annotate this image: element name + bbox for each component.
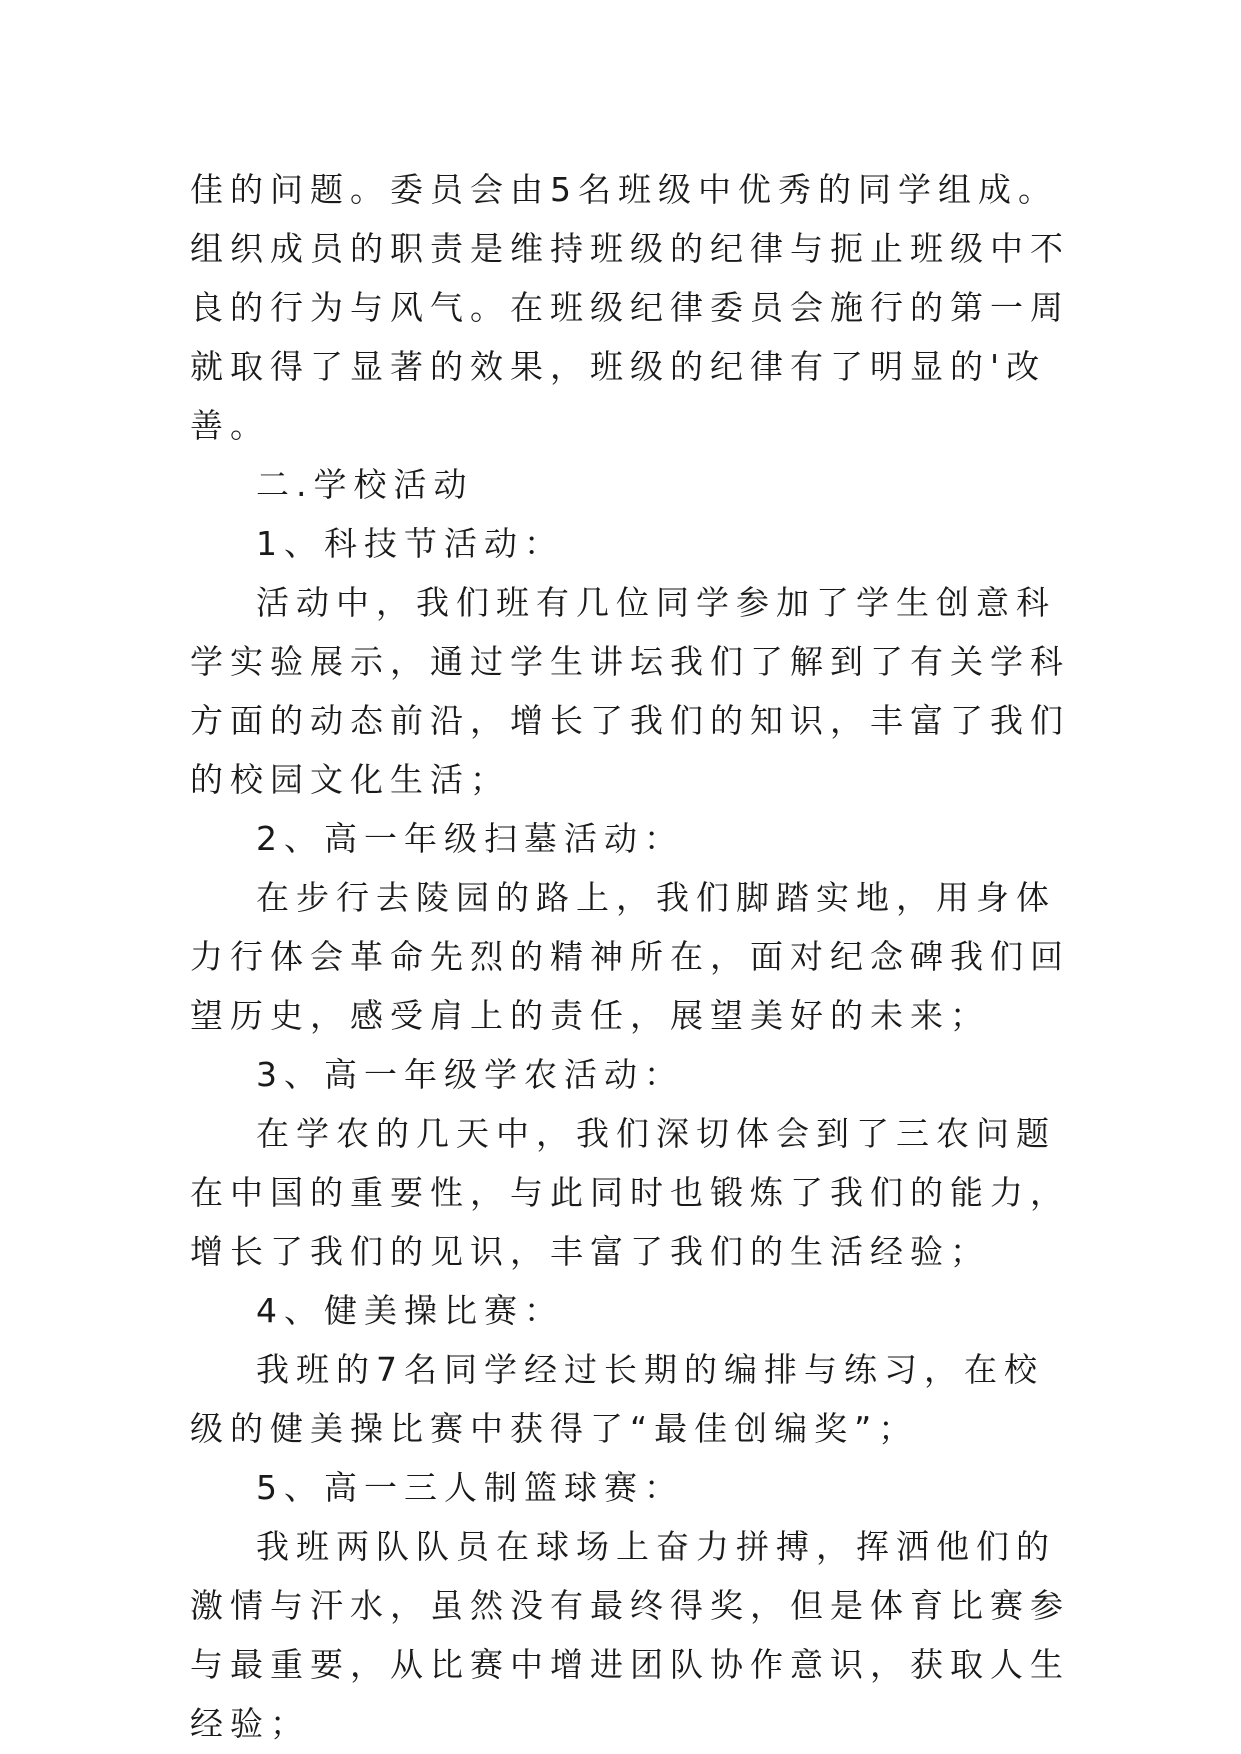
subheading-basketball: 5、高一三人制篮球赛： <box>256 1468 684 1507</box>
paragraph-committee: 佳的问题。委员会由5名班级中优秀的同学组成。组织成员的职责是维持班级的纪律与扼止班级中不良的行为与风气。在班级纪律委员会施行的第一周就取得了显著的效果，班级的纪律有了明显的'改善。 <box>190 170 1070 445</box>
subheading-aerobics: 4、健美操比赛： <box>256 1291 564 1330</box>
subheading-science-festival: 1、科技节活动： <box>256 524 564 563</box>
subheading-tomb-sweeping: 2、高一年级扫墓活动： <box>256 819 684 858</box>
paragraph-science-festival: 活动中，我们班有几位同学参加了学生创意科学实验展示，通过学生讲坛我们了解到了有关学科方面的动态前沿，增长了我们的知识，丰富了我们的校园文化生活； <box>190 583 1070 799</box>
paragraph-aerobics: 我班的7名同学经过长期的编排与练习，在校级的健美操比赛中获得了“最佳创编奖”； <box>190 1350 1044 1448</box>
subheading-farming: 3、高一年级学农活动： <box>256 1055 684 1094</box>
paragraph-farming: 在学农的几天中，我们深切体会到了三农问题在中国的重要性，与此同时也锻炼了我们的能力，增长了我们的见识，丰富了我们的生活经验； <box>190 1114 1070 1271</box>
paragraph-tomb-sweeping: 在步行去陵园的路上，我们脚踏实地，用身体力行体会革命先烈的精神所在，面对纪念碑我们回望历史，感受肩上的责任，展望美好的未来； <box>190 878 1070 1035</box>
paragraph-basketball: 我班两队队员在球场上奋力拼搏，挥洒他们的激情与汗水，虽然没有最终得奖，但是体育比赛参与最重要，从比赛中增进团队协作意识，获取人生经验； <box>190 1527 1070 1743</box>
body-text <box>190 160 1070 1753</box>
heading-school-activities: 二.学校活动 <box>256 465 474 504</box>
